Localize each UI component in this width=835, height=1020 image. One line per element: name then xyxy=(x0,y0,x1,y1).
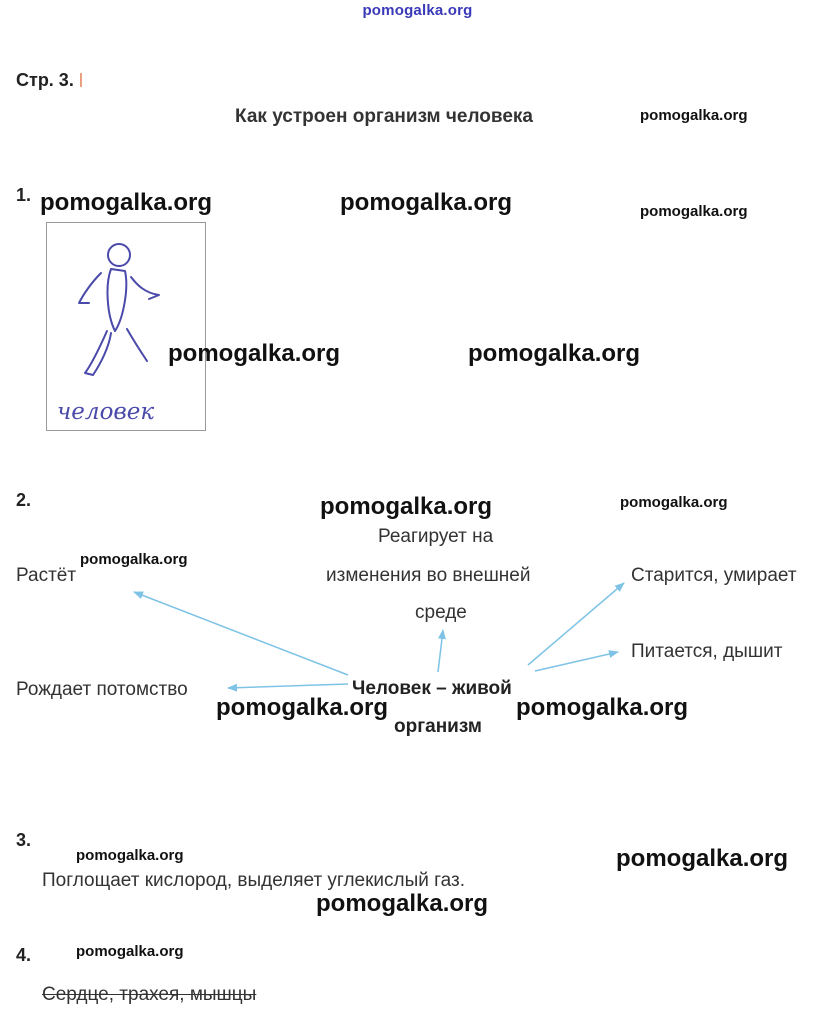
node-reproduces: Рождает потомство xyxy=(16,679,188,700)
node-reacts-line3: среде xyxy=(415,602,467,623)
arrow-to-feeds xyxy=(535,652,618,671)
watermark-small: pomogalka.org xyxy=(76,943,184,960)
watermark-large: pomogalka.org xyxy=(616,845,789,872)
watermark-large: pomogalka.org xyxy=(340,189,513,216)
page-title: Как устроен организм человека xyxy=(235,106,533,127)
watermark-small: pomogalka.org xyxy=(80,551,188,568)
watermark-large: pomogalka.org xyxy=(216,694,389,721)
task-4-number: 4. xyxy=(16,945,32,965)
task-3-number: 3. xyxy=(16,830,32,850)
watermark-large: pomogalka.org xyxy=(468,340,641,367)
task-3-answer: Поглощает кислород, выделяет углекислый газ. xyxy=(42,870,466,891)
task-1-number: 1. xyxy=(16,185,32,205)
arrow-to-reacts xyxy=(438,630,443,672)
arrow-to-grows xyxy=(134,592,348,675)
task-4-answer: Сердце, трахея, мышцы xyxy=(42,984,257,1005)
task-2-number: 2. xyxy=(16,490,32,510)
center-node-line2: организм xyxy=(394,716,482,737)
drawing-caption: человек xyxy=(57,399,155,425)
node-reacts-line1: Реагирует на xyxy=(378,526,494,547)
watermark-large: pomogalka.org xyxy=(316,890,489,917)
node-reacts-line2: изменения во внешней xyxy=(326,565,531,586)
center-node-line1: Человек – живой xyxy=(352,678,512,699)
watermark-large: pomogalka.org xyxy=(40,189,213,216)
watermark-small: pomogalka.org xyxy=(620,494,728,511)
arrow-to-ages xyxy=(528,583,624,665)
page-reference-label: Стр. 3. xyxy=(16,70,74,90)
watermark-small: pomogalka.org xyxy=(640,107,748,124)
header-watermark: pomogalka.org xyxy=(362,2,473,19)
arrow-to-reproduces xyxy=(228,684,348,688)
watermark-small: pomogalka.org xyxy=(640,203,748,220)
node-grows: Растёт xyxy=(16,565,77,586)
watermark-large: pomogalka.org xyxy=(516,694,689,721)
node-ages: Старится, умирает xyxy=(631,565,797,586)
watermark-large: pomogalka.org xyxy=(168,340,341,367)
watermark-large: pomogalka.org xyxy=(320,493,493,520)
node-feeds: Питается, дышит xyxy=(631,641,783,662)
watermark-small: pomogalka.org xyxy=(76,847,184,864)
